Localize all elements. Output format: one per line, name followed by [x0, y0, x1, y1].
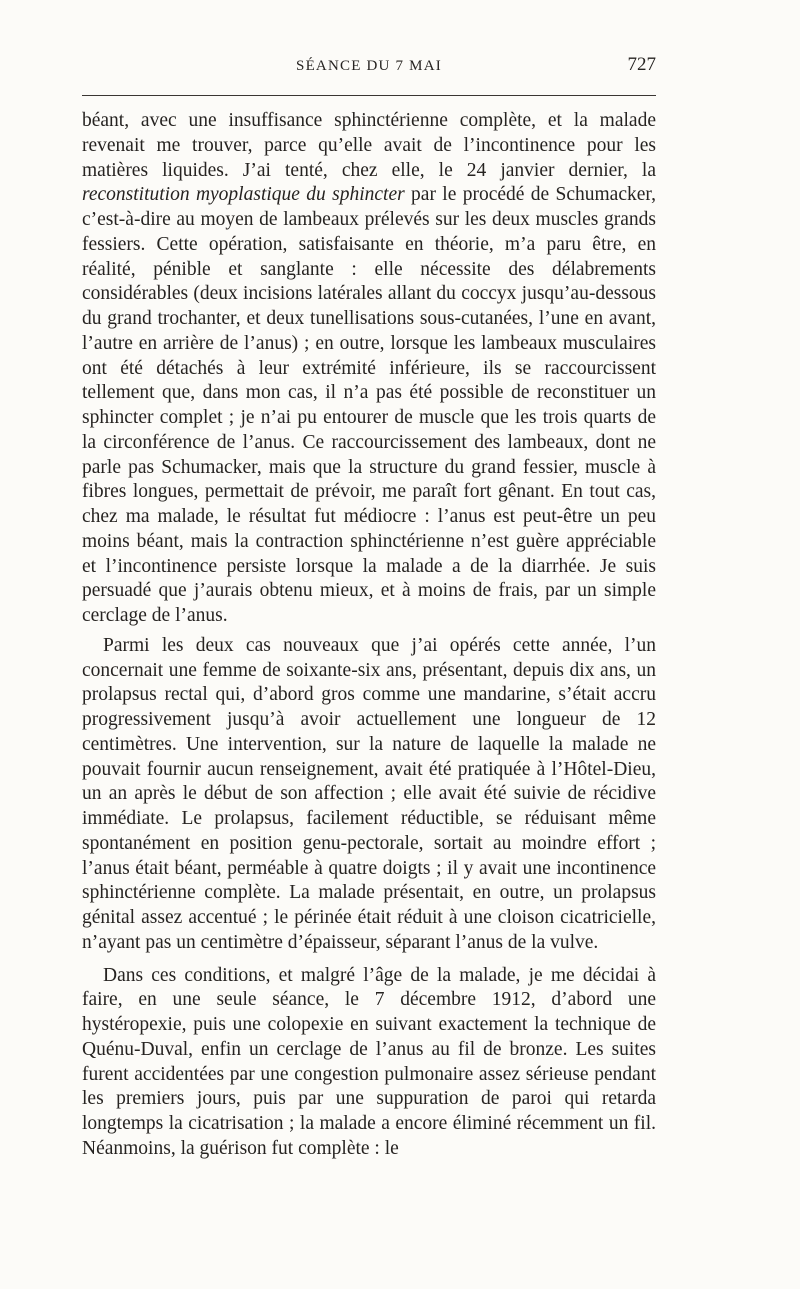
paragraph-2: Parmi les deux cas nouveaux que j’ai opérés cette année, l’un concernait une femme de soixante-six ans, présentant, depuis dix ans, un prolapsus rectal qui, d’abord gros comme une mandarine, s’était accru progressivement jusqu’à avoir actuellement une longueur de 12 centimètres. Une intervention, sur la nature de laquelle la malade ne pouvait fournir aucun renseignement, avait été pratiquée à l’Hôtel-Dieu, un an après le début de son affection ; elle avait été suivie de récidive immédiate. Le prolapsus, facilement réductible, se réduisant même spontanément en position genu-pectorale, sortait au moindre effort ; l’anus était béant, perméable à quatre doigts ; il y avait une incontinence sphinctérienne complète. La malade présentait, en outre, un prolapsus génital assez accentué ; le périnée était réduit à une cloison cicatricielle, n’ayant pas un centimètre d’épaisseur, séparant l’anus de la vulve.	[82, 634, 656, 953]
paragraph-1-start: béant, avec une insuffisance sphinctérienne complète, et la malade revenait me trouver, parce qu’elle avait de l’incontinence pour les matières liquides. J’ai tenté, chez elle, le 24 janvier dernier, la	[82, 110, 656, 181]
page-header	[82, 52, 656, 82]
paragraph-1	[82, 109, 656, 629]
running-title: SÉANCE DU 7 MAI	[296, 58, 442, 74]
paragraph-3: Dans ces conditions, et malgré l’âge de la malade, je me décidai à faire, en une seule séance, le 7 décembre 1912, d’abord une hystéropexie, puis une colopexie en suivant exactement la technique de Quénu-Duval, enfin un cerclage de l’anus au fil de bronze. Les suites furent accidentées par une congestion pulmonaire assez sérieuse pendant les premiers jours, puis par une suppuration de paroi qui retarda longtemps la cicatrisation ; la malade a encore éliminé récemment un fil. Néanmoins, la guérison fut complète : le	[82, 964, 656, 1159]
page-number: 727	[627, 54, 656, 75]
body-text	[82, 109, 656, 1162]
header-rule	[82, 95, 656, 96]
paragraph-1-italic: reconstitution myoplastique du sphincter	[82, 184, 405, 206]
paragraph-1-end: par le procédé de Schumacker, c’est-à-dire au moyen de lambeaux prélevés sur les deux muscles grands fessiers. Cette opération, satisfaisante en théorie, m’a paru être, en réalité, pénible et sanglante : elle nécessite des délabrements considérables (deux incisions latérales allant du coccyx jusqu’au-dessous du grand trochanter, et deux tunellisations sous-cutanées, l’une en avant, l’autre en arrière de l’anus) ; en outre, lorsque les lambeaux musculaires ont été détachés à leur extrémité inférieure, ils se raccourcissent tellement que, dans mon cas, il n’a pas été possible de reconstituer un sphincter complet ; je n’ai pu entourer de muscle que les trois quarts de la circonférence de l’anus. Ce raccourcissement des lambeaux, dont ne parle pas Schumacker, mais que la structure du grand fessier, muscle à fibres longues, permettait de prévoir, me paraît fort gênant. En tout cas, chez ma malade, le résultat fut médiocre : l’anus est peut-être un peu moins béant, mais la contraction sphinctérienne n’est guère appréciable et l’incontinence persiste lorsque la malade a de la diarrhée. Je suis persuadé que j’aurais obtenu mieux, et à moins de frais, par un simple cerclage de l’anus.	[82, 184, 656, 626]
